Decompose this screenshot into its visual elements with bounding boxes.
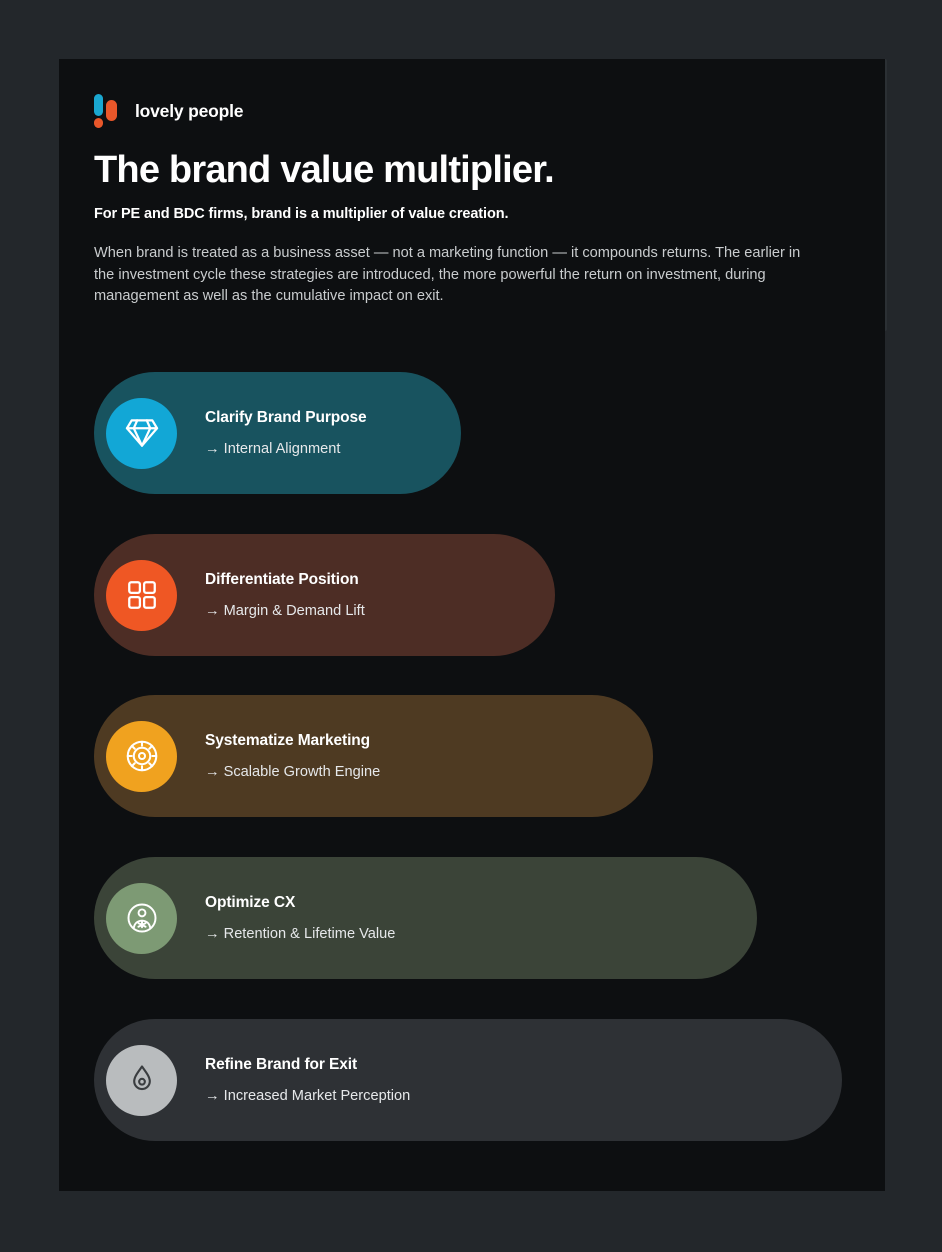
grid-squares-icon (106, 560, 177, 631)
step-outcome: → Margin & Demand Lift (205, 603, 365, 619)
step-pill[interactable] (94, 857, 757, 979)
logo-bar-orange-small (94, 118, 103, 128)
page-subtitle: For PE and BDC firms, brand is a multiplier of value creation. (94, 206, 509, 222)
logo-bar-orange (106, 100, 117, 121)
logo-mark-icon (94, 94, 122, 128)
logo-wordmark: lovely people (135, 100, 244, 121)
step-text (205, 1056, 410, 1104)
step-pill[interactable] (94, 372, 461, 494)
step-text (205, 894, 395, 942)
step-title: Clarify Brand Purpose (205, 409, 367, 426)
step-title: Differentiate Position (205, 571, 359, 588)
step-text (205, 732, 380, 780)
slide-card (59, 59, 885, 1191)
brand-logo[interactable] (94, 94, 243, 128)
step-outcome: → Internal Alignment (205, 441, 341, 457)
step-text (205, 571, 365, 619)
step-pill[interactable] (94, 534, 555, 656)
page-title: The brand value multiplier. (94, 149, 554, 191)
target-gear-icon (106, 721, 177, 792)
diamond-icon (106, 398, 177, 469)
step-title: Optimize CX (205, 894, 296, 911)
step-pill[interactable] (94, 1019, 842, 1141)
step-outcome: → Scalable Growth Engine (205, 764, 381, 780)
step-title: Systematize Marketing (205, 732, 371, 749)
step-title: Refine Brand for Exit (205, 1056, 358, 1073)
logo-bar-blue (94, 94, 103, 116)
step-pill[interactable] (94, 695, 653, 817)
user-gear-icon (106, 883, 177, 954)
pen-nib-icon (106, 1045, 177, 1116)
step-text (205, 409, 367, 457)
intro-paragraph: When brand is treated as a business asset — not a marketing function — it compounds returns. The earlier in the investment cycle these strategies are introduced, the more powerful the return on investment, during management as well as the cumulative impact on exit. (94, 245, 801, 304)
step-outcome: → Retention & Lifetime Value (205, 926, 396, 942)
step-outcome: → Increased Market Perception (205, 1088, 411, 1104)
